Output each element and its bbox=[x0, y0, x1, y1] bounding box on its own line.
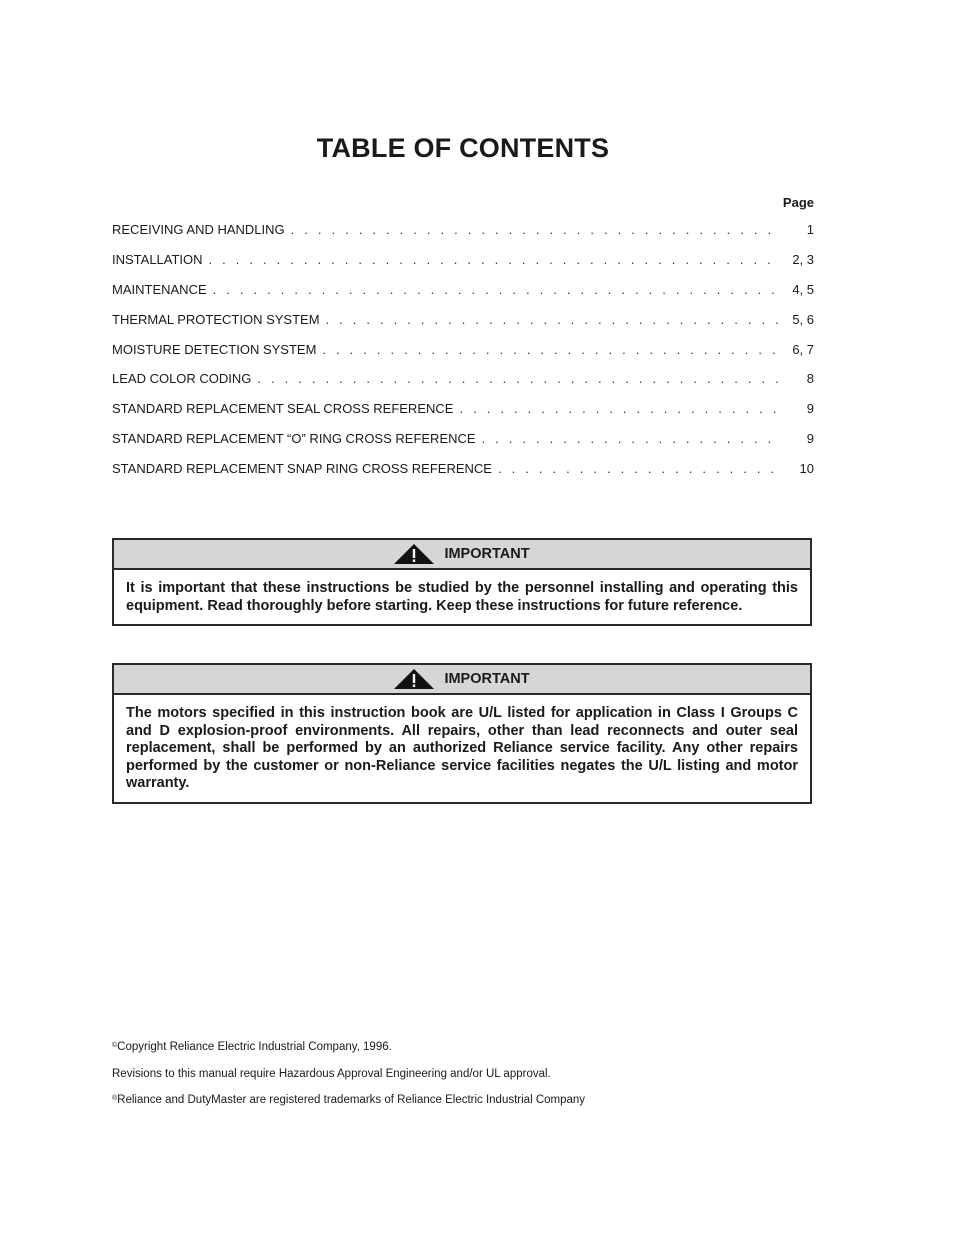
toc-entry-page: 2, 3 bbox=[792, 251, 814, 267]
toc-leader-dots bbox=[291, 222, 780, 237]
toc-entry[interactable] bbox=[112, 342, 814, 372]
revisions-note: Revisions to this manual require Hazardous Approval Engineering and/or UL approval. bbox=[112, 1068, 551, 1080]
toc-entry-page: 6, 7 bbox=[792, 341, 814, 357]
toc-entry[interactable] bbox=[112, 312, 814, 342]
toc-entry[interactable] bbox=[112, 371, 814, 401]
toc-leader-dots bbox=[482, 431, 780, 446]
toc-entry[interactable] bbox=[112, 461, 814, 491]
notice-heading: IMPORTANT bbox=[444, 671, 530, 687]
registered-symbol: ® bbox=[112, 1095, 118, 1102]
copyright-line bbox=[112, 1041, 392, 1053]
notice-header bbox=[114, 665, 810, 695]
toc-entry[interactable] bbox=[112, 431, 814, 461]
toc-list bbox=[112, 222, 814, 491]
toc-entry-page: 9 bbox=[806, 431, 814, 447]
toc-leader-dots bbox=[322, 342, 780, 357]
toc-entry[interactable] bbox=[112, 222, 814, 252]
trademark-line bbox=[112, 1094, 585, 1106]
toc-leader-dots bbox=[209, 252, 780, 267]
notice-body: It is important that these instructions be studied by the personnel installing and operating this equipment. Read thoroughly before starting. Keep these instructions for future reference. bbox=[126, 580, 798, 614]
toc-entry-label: STANDARD REPLACEMENT “O” RING CROSS REFERENCE bbox=[112, 431, 476, 447]
toc-leader-dots bbox=[498, 461, 780, 476]
toc-entry-page: 4, 5 bbox=[792, 281, 814, 297]
toc-entry[interactable] bbox=[112, 401, 814, 431]
toc-entry-page: 10 bbox=[799, 461, 814, 477]
page-title: TABLE OF CONTENTS bbox=[316, 133, 610, 163]
warning-triangle-icon bbox=[394, 544, 434, 564]
toc-entry-page: 1 bbox=[806, 222, 814, 237]
toc-entry-page: 9 bbox=[806, 401, 814, 417]
toc-entry[interactable] bbox=[112, 282, 814, 312]
page-column-header: Page bbox=[782, 195, 814, 210]
notice-body: The motors specified in this instruction book are U/L listed for application in Class I Groups C and D explosion-proof environments. All repairs, other than lead reconnects and outer seal replacement, shall be performed by an authorized Reliance service facility. Any other repairs performed by the customer or non-Reliance service facilities negates the U/L listing and motor warranty. bbox=[126, 705, 798, 791]
toc-entry-label: STANDARD REPLACEMENT SEAL CROSS REFERENCE bbox=[112, 401, 454, 417]
important-notice-box bbox=[112, 663, 812, 804]
toc-leader-dots bbox=[257, 371, 780, 386]
copyright-text: Copyright Reliance Electric Industrial Company, 1996. bbox=[117, 1041, 392, 1053]
notice-header bbox=[114, 540, 810, 570]
toc-entry[interactable] bbox=[112, 252, 814, 282]
toc-entry-page: 5, 6 bbox=[792, 311, 814, 327]
toc-entry-label: INSTALLATION bbox=[112, 251, 203, 267]
toc-entry-page: 8 bbox=[806, 371, 814, 387]
warning-triangle-icon bbox=[394, 669, 434, 689]
toc-entry-label: MAINTENANCE bbox=[112, 281, 207, 297]
copyright-symbol: © bbox=[112, 1042, 118, 1049]
toc-entry-label: STANDARD REPLACEMENT SNAP RING CROSS REFERENCE bbox=[112, 461, 492, 477]
toc-entry-label: MOISTURE DETECTION SYSTEM bbox=[112, 341, 317, 357]
important-notice-box bbox=[112, 538, 812, 626]
toc-entry-label: RECEIVING AND HANDLING bbox=[112, 222, 285, 237]
toc-entry-label: THERMAL PROTECTION SYSTEM bbox=[112, 311, 320, 327]
notice-heading: IMPORTANT bbox=[444, 546, 530, 562]
toc-leader-dots bbox=[326, 312, 780, 327]
trademark-text: Reliance and DutyMaster are registered trademarks of Reliance Electric Industrial Company bbox=[117, 1094, 586, 1106]
toc-leader-dots bbox=[213, 282, 780, 297]
toc-leader-dots bbox=[459, 401, 780, 416]
toc-entry-label: LEAD COLOR CODING bbox=[112, 371, 252, 387]
